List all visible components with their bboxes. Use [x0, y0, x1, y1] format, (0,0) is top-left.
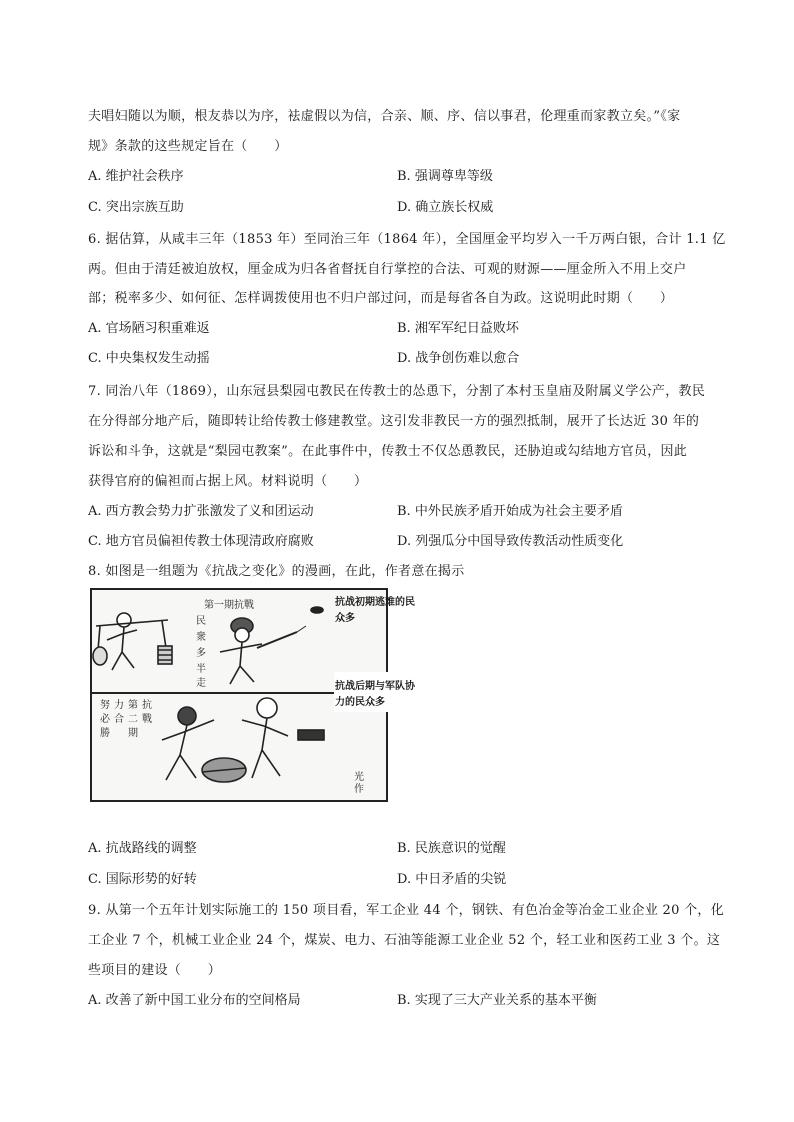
svg-text:勝: 勝: [100, 728, 110, 739]
q9-stem-line: 9. 从第一个五年计划实际施工的 150 项目看，军工企业 44 个，钢铁、有色冶金等冶金工业企业 20 个，化: [88, 903, 725, 918]
q8-option-a: A. 抗战路线的调整: [88, 841, 197, 856]
q6-option-d: D. 战争创伤难以愈合: [397, 351, 520, 366]
q8-option-b: B. 民族意识的觉醒: [397, 841, 506, 856]
svg-text:光: 光: [354, 772, 364, 783]
svg-text:半: 半: [196, 664, 206, 675]
svg-text:期: 期: [128, 728, 138, 739]
q6-stem-line: 6. 据估算，从咸丰三年（1853 年）至同治三年（1864 年），全国厘金平均岁入一千万两白银，合计 1.1 亿: [88, 232, 726, 247]
svg-text:二: 二: [128, 714, 138, 725]
fleeing-civilian-figure: [93, 613, 172, 670]
q7-option-c: C. 地方官员偏袒传教士体现清政府腐败: [88, 534, 314, 549]
svg-text:第一期抗戰: 第一期抗戰: [204, 600, 254, 611]
q8-stem: 8. 如图是一组题为《抗战之变化》的漫画，在此，作者意在揭示: [88, 564, 465, 579]
q5-option-c: C. 突出宗族互助: [88, 200, 184, 215]
svg-text:抗: 抗: [142, 700, 152, 711]
bottom-panel-figures: [162, 698, 324, 782]
svg-text:民: 民: [196, 616, 206, 627]
svg-text:合: 合: [114, 714, 124, 725]
top-panel-handwriting: [196, 598, 254, 689]
svg-text:衆: 衆: [196, 632, 206, 643]
q6-stem-line: 部；税率多少、如何征、怎样调拨使用也不归户部过问，而是每省各自为政。这说明此时期（ ）: [88, 291, 674, 306]
q5-stem-line: 夫唱妇随以为顺，根友恭以为序，袪虚假以为信，合亲、顺、序、信以事君，伦理重而家教立矣。”《家: [88, 109, 681, 124]
svg-text:必: 必: [100, 714, 110, 725]
q9-stem-line: 工企业 7 个，机械工业企业 24 个，煤炭、电力、石油等能源工业企业 52 个，轻工业和医药工业 3 个。这: [88, 933, 721, 948]
q9-stem-line: 些项目的建设（ ）: [88, 963, 222, 978]
q7-stem-line: 在分得部分地产后，随即转让给传教士修建教堂。这引发非教民一方的强烈抵制，展开了长达近 30 年的: [88, 414, 700, 429]
q7-stem-line: 7. 同治八年（1869），山东冠县梨园屯教民在传教士的怂恿下，分割了本村玉皇庙及附属义学公产，教民: [88, 384, 706, 399]
q8-option-c: C. 国际形势的好转: [88, 872, 197, 887]
svg-text:走: 走: [196, 678, 206, 689]
q6-option-a: A. 官场陋习积重难返: [88, 321, 210, 336]
svg-text:作: 作: [354, 784, 364, 795]
caption-top-line: 众多: [335, 613, 355, 624]
q5-option-a: A. 维护社会秩序: [88, 169, 184, 184]
q6-option-c: C. 中央集权发生动摇: [88, 351, 210, 366]
q7-option-d: D. 列强瓜分中国导致传教活动性质变化: [397, 534, 624, 549]
caption-bottom-line: 力的民众多: [335, 697, 385, 708]
q5-option-b: B. 强调尊卑等级: [397, 169, 493, 184]
svg-text:力: 力: [114, 700, 124, 711]
svg-text:努: 努: [100, 700, 110, 711]
caption-bottom-line: 抗战后期与军队协: [335, 681, 415, 692]
q7-option-a: A. 西方教会势力扩张激发了义和团运动: [88, 504, 314, 519]
q8-option-d: D. 中日矛盾的尖锐: [397, 872, 507, 887]
svg-text:多: 多: [196, 648, 206, 659]
q5-option-d: D. 确立族长权威: [397, 200, 494, 215]
q6-option-b: B. 湘军军纪日益败坏: [397, 321, 519, 336]
soldier-figure: [220, 607, 323, 684]
q7-option-b: B. 中外民族矛盾开始成为社会主要矛盾: [397, 504, 623, 519]
svg-text:第: 第: [128, 700, 138, 711]
q9-option-a: A. 改善了新中国工业分布的空间格局: [88, 993, 301, 1008]
q7-stem-line: 获得官府的偏袒而占据上风。材料说明（ ）: [88, 474, 368, 489]
caption-top-line: 抗战初期逃难的民: [335, 597, 415, 608]
q7-stem-line: 诉讼和斗争，这就是“梨园屯教案”。在此事件中，传教士不仅怂恿教民，还胁迫或勾结地方官员，因此: [88, 444, 688, 459]
q5-stem-line: 规》条款的这些规定旨在（ ）: [88, 139, 288, 154]
svg-text:戰: 戰: [142, 714, 152, 725]
q6-stem-line: 两。但由于清廷被迫放权，厘金成为归各省督抚自行掌控的合法、可观的财源——厘金所入不用上交户: [88, 262, 687, 277]
q9-option-b: B. 实现了三大产业关系的基本平衡: [397, 993, 597, 1008]
